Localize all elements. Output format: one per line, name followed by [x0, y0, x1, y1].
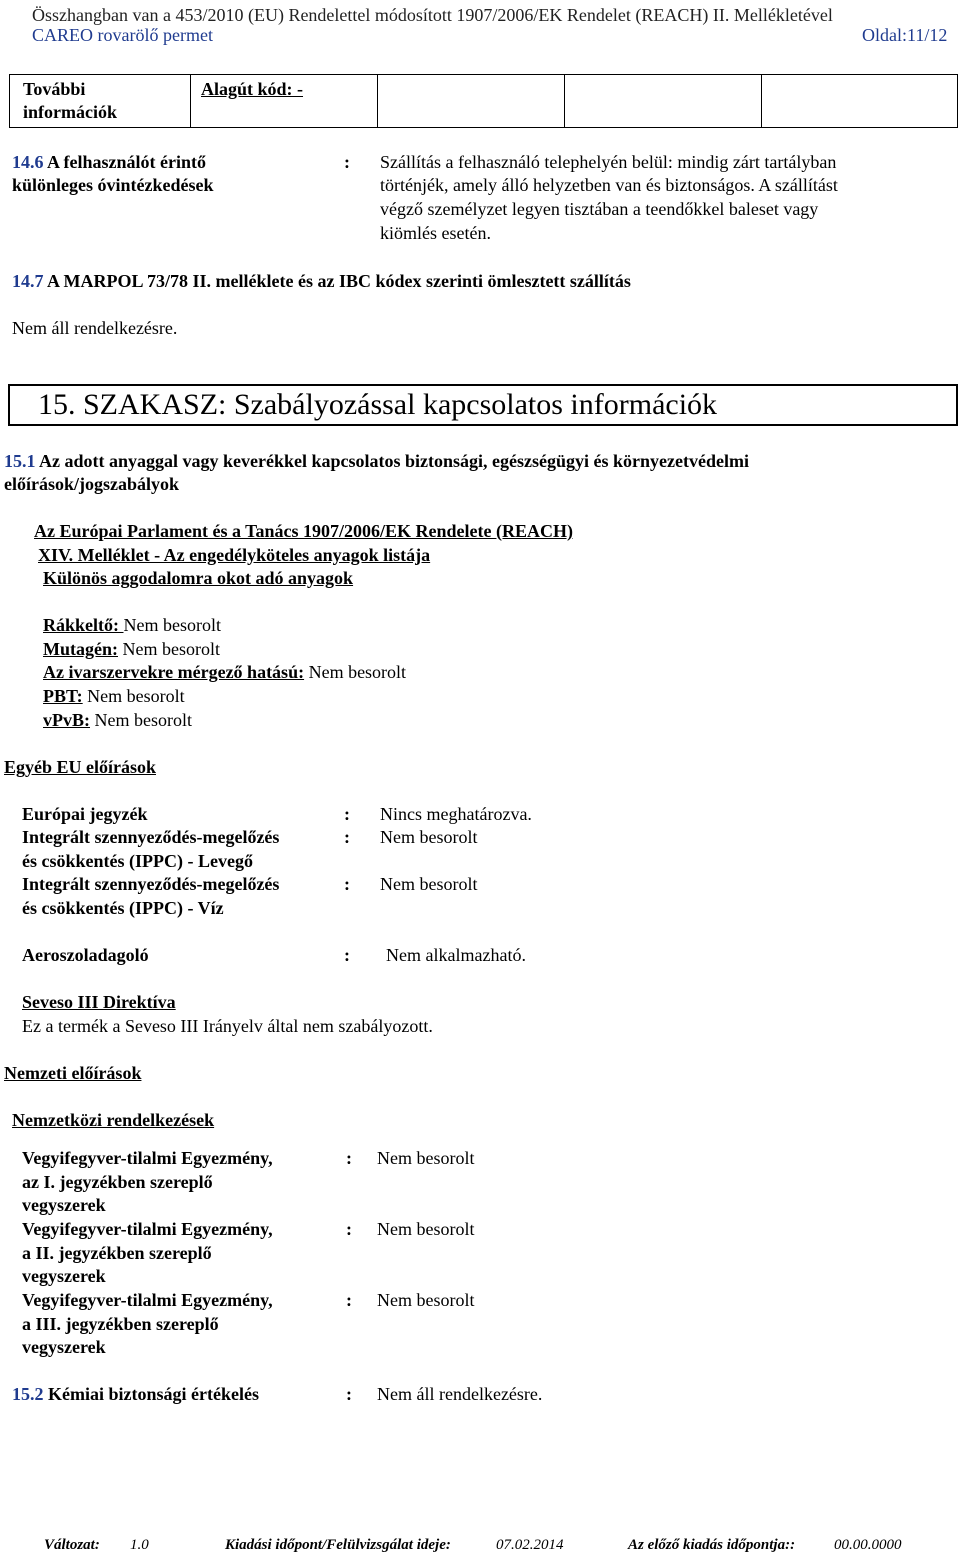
- eu-other-title: Egyéb EU előírások: [4, 757, 157, 777]
- eu-row-value: Nem besorolt: [380, 827, 478, 847]
- reach-line2: XIV. Melléklet - Az engedélyköteles anyagok listája: [38, 545, 431, 565]
- classification-value: Nem besorolt: [123, 615, 221, 635]
- classification-label: PBT:: [43, 686, 83, 706]
- section-number: 15.2: [12, 1384, 44, 1404]
- colon: :: [346, 1384, 352, 1404]
- text-line: kiömlés esetén.: [380, 223, 491, 243]
- colon: :: [346, 1148, 352, 1168]
- seveso-title: Seveso III Direktíva: [22, 992, 176, 1012]
- table-cell-empty: [761, 74, 958, 128]
- table-cell-empty: [564, 74, 762, 128]
- colon: :: [344, 874, 350, 894]
- text-line: történjék, amely álló helyzetben van és biztonságos. A szállítást: [380, 175, 838, 195]
- seveso-text: Ez a termék a Seveso III Irányelv által nem szabályozott.: [22, 1016, 433, 1036]
- previous-date-label: Az előző kiadás időpontja::: [628, 1537, 796, 1553]
- issue-date-label: Kiadási időpont/Felülvizsgálat ideje:: [225, 1537, 451, 1553]
- eu-row-label: Integrált szennyeződés-megelőzés: [22, 874, 280, 894]
- version-label: Változat:: [44, 1537, 100, 1553]
- section-15-2-heading: [12, 1383, 259, 1406]
- classification-row: [43, 709, 192, 732]
- colon: :: [344, 804, 350, 824]
- section-15-title: 15. SZAKASZ: Szabályozással kapcsolatos információk: [38, 388, 718, 421]
- section-title: A MARPOL 73/78 II. melléklete és az IBC kódex szerinti ömlesztett szállítás: [47, 271, 631, 291]
- classification-label: Mutagén:: [43, 639, 118, 659]
- regulation-header: Összhangban van a 453/2010 (EU) Rendelettel módosított 1907/2006/EK Rendelet (REACH) II. Mellékletével: [32, 5, 833, 25]
- eu-row-value: Nincs meghatározva.: [380, 804, 532, 824]
- eu-row-value: Nem besorolt: [380, 874, 478, 894]
- intl-row-value: Nem besorolt: [377, 1219, 475, 1239]
- intl-row-label-line2: a III. jegyzékben szereplő: [22, 1314, 219, 1334]
- classification-row: [43, 614, 221, 637]
- intl-row-label-line3: vegyszerek: [22, 1195, 106, 1215]
- international-title: Nemzetközi rendelkezések: [12, 1110, 215, 1130]
- eu-row-label-line2: és csökkentés (IPPC) - Víz: [22, 898, 224, 918]
- section-label: A felhasználót érintő: [47, 152, 207, 172]
- text-line: Szállítás a felhasználó telephelyén belül: mindig zárt tartályban: [380, 152, 837, 172]
- page-number: Oldal:11/12: [862, 25, 948, 45]
- eu-row-label: Európai jegyzék: [22, 804, 148, 824]
- classification-label: Az ivarszervekre mérgező hatású:: [43, 662, 305, 682]
- aerosol-label: Aeroszoladagoló: [22, 945, 149, 965]
- classification-row: [43, 661, 406, 684]
- classification-row: [43, 638, 220, 661]
- intl-row-label: Vegyifegyver-tilalmi Egyezmény,: [22, 1148, 273, 1168]
- intl-row-label: Vegyifegyver-tilalmi Egyezmény,: [22, 1219, 273, 1239]
- colon: :: [344, 945, 350, 965]
- classification-label: vPvB:: [43, 710, 90, 730]
- classification-value: Nem besorolt: [82, 686, 185, 706]
- section-number: 14.7: [12, 271, 44, 291]
- table-label-line1: További: [23, 79, 86, 99]
- section-label-line2: különleges óvintézkedések: [12, 175, 214, 195]
- section-15-2-value: Nem áll rendelkezésre.: [377, 1384, 543, 1404]
- intl-row-value: Nem besorolt: [377, 1148, 475, 1168]
- section-14-7-heading: [12, 270, 631, 293]
- intl-row-label-line2: az I. jegyzékben szereplő: [22, 1172, 213, 1192]
- colon: :: [346, 1290, 352, 1310]
- intl-row-label-line3: vegyszerek: [22, 1337, 106, 1357]
- colon: :: [344, 152, 350, 172]
- classification-value: Nem besorolt: [118, 639, 220, 659]
- product-name: CAREO rovarölő permet: [32, 25, 213, 45]
- section-number: 15.1: [4, 451, 36, 471]
- classification-value: Nem besorolt: [90, 710, 192, 730]
- national-title: Nemzeti előírások: [4, 1063, 142, 1083]
- previous-date-value: 00.00.0000: [834, 1537, 902, 1553]
- classification-row: [43, 685, 185, 708]
- classification-label: Rákkeltő:: [43, 615, 124, 635]
- intl-row-label-line3: vegyszerek: [22, 1266, 106, 1286]
- tunnel-code: Alagút kód: -: [201, 79, 304, 99]
- aerosol-value: Nem alkalmazható.: [386, 945, 526, 965]
- section-title: Az adott anyaggal vagy keverékkel kapcsolatos biztonsági, egészségügyi és környezetvédelmi: [39, 451, 749, 471]
- colon: :: [346, 1219, 352, 1239]
- text-line: végző személyzet legyen tisztában a teendőkkel baleset vagy: [380, 199, 819, 219]
- intl-row-value: Nem besorolt: [377, 1290, 475, 1310]
- eu-row-label-line2: és csökkentés (IPPC) - Levegő: [22, 851, 253, 871]
- section-number: 14.6: [12, 152, 44, 172]
- section-label: Kémiai biztonsági értékelés: [48, 1384, 259, 1404]
- section-14-7-text: Nem áll rendelkezésre.: [12, 318, 178, 338]
- issue-date-value: 07.02.2014: [496, 1537, 564, 1553]
- section-15-1-heading-line2: előírások/jogszabályok: [4, 474, 180, 494]
- colon: :: [344, 827, 350, 847]
- intl-row-label: Vegyifegyver-tilalmi Egyezmény,: [22, 1290, 273, 1310]
- intl-row-label-line2: a II. jegyzékben szereplő: [22, 1243, 212, 1263]
- eu-row-label: Integrált szennyeződés-megelőzés: [22, 827, 280, 847]
- table-label-line2: információk: [23, 102, 117, 122]
- reach-line3: Különös aggodalomra okot adó anyagok: [43, 568, 354, 588]
- version-value: 1.0: [130, 1537, 149, 1553]
- section-15-1-heading: [4, 450, 749, 473]
- classification-value: Nem besorolt: [304, 662, 407, 682]
- table-cell-empty: [377, 74, 565, 128]
- reach-line1: Az Európai Parlament és a Tanács 1907/2006/EK Rendelete (REACH): [34, 521, 573, 541]
